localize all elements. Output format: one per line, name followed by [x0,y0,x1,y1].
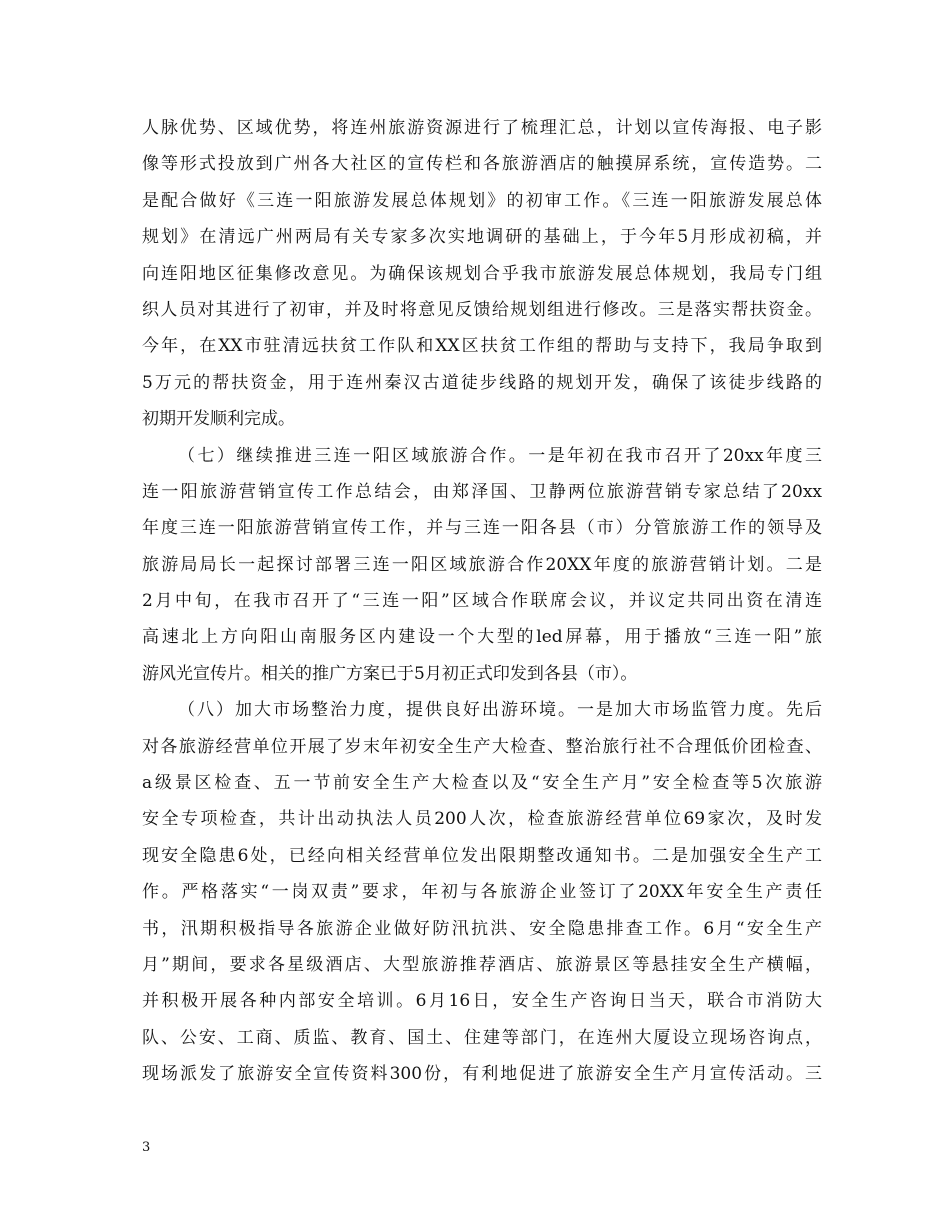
text-line: 对各旅游经营单位开展了岁末年初安全生产大检查、整治旅行社不合理低价团检查、 [142,736,822,757]
text-line: 初期开发顺利完成。 [142,409,295,430]
text-line: 连一阳旅游营销宣传工作总结会，由郑泽国、卫静两位旅游营销专家总结了20xx [142,481,822,502]
section-heading-line: （八）加大市场整治力度，提供良好出游环境。一是加大市场监管力度。先后 [178,700,822,721]
text-line: 织人员对其进行了初审，并及时将意见反馈给规划组进行修改。三是落实帮扶资金。 [142,299,822,320]
text-line: 5万元的帮扶资金，用于连州秦汉古道徒步线路的规划开发，确保了该徒步线路的 [142,372,822,393]
text-line: a级景区检查、五一节前安全生产大检查以及“安全生产月”安全检查等5次旅游 [142,773,822,794]
page-number: 3 [142,1140,151,1155]
text-line: 向连阳地区征集修改意见。为确保该规划合乎我市旅游发展总体规划，我局专门组 [142,263,822,284]
text-line: 高速北上方向阳山南服务区内建设一个大型的led屏幕，用于播放“三连一阳”旅 [142,627,822,648]
text-line: 游风光宣传片。相关的推广方案已于5月初正式印发到各县（市）。 [142,663,638,684]
body-text [142,110,822,1093]
text-line: 并积极开展各种内部安全培训。6月16日，安全生产咨询日当天，联合市消防大 [142,991,822,1012]
text-line: 像等形式投放到广州各大社区的宣传栏和各旅游酒店的触摸屏系统，宣传造势。二 [142,154,822,175]
text-line: 年度三连一阳旅游营销宣传工作，并与三连一阳各县（市）分管旅游工作的领导及 [142,518,822,539]
text-line: 2月中旬，在我市召开了“三连一阳”区域合作联席会议，并议定共同出资在清连 [142,591,822,612]
text-line: 是配合做好《三连一阳旅游发展总体规划》的初审工作。《三连一阳旅游发展总体 [142,190,822,211]
text-line: 安全专项检查，共计出动执法人员200人次，检查旅游经营单位69家次，及时发 [142,809,822,830]
text-line: 现场派发了旅游安全宣传资料300份，有利地促进了旅游安全生产月宣传活动。三 [142,1064,822,1085]
text-line: 今年，在XX市驻清远扶贫工作队和XX区扶贫工作组的帮助与支持下，我局争取到 [142,336,822,357]
text-line: 月”期间，要求各星级酒店、大型旅游推荐酒店、旅游景区等悬挂安全生产横幅， [142,954,822,975]
text-line: 规划》在清远广州两局有关专家多次实地调研的基础上，于今年5月形成初稿，并 [142,227,822,248]
section-heading-line: （七）继续推进三连一阳区域旅游合作。一是年初在我市召开了20xx年度三 [178,445,822,466]
text-line: 队、公安、工商、质监、教育、国土、住建等部门，在连州大厦设立现场咨询点， [142,1027,822,1048]
text-line: 作。严格落实“一岗双责”要求，年初与各旅游企业签订了20XX年安全生产责任 [142,882,822,903]
text-line: 人脉优势、区域优势，将连州旅游资源进行了梳理汇总，计划以宣传海报、电子影 [142,118,822,138]
text-line: 旅游局局长一起探讨部署三连一阳区域旅游合作20XX年度的旅游营销计划。二是 [142,554,822,575]
text-line: 书，汛期积极指导各旅游企业做好防汛抗洪、安全隐患排查工作。6月“安全生产 [142,918,822,939]
text-line: 现安全隐患6处，已经向相关经营单位发出限期整改通知书。二是加强安全生产工 [142,845,822,866]
